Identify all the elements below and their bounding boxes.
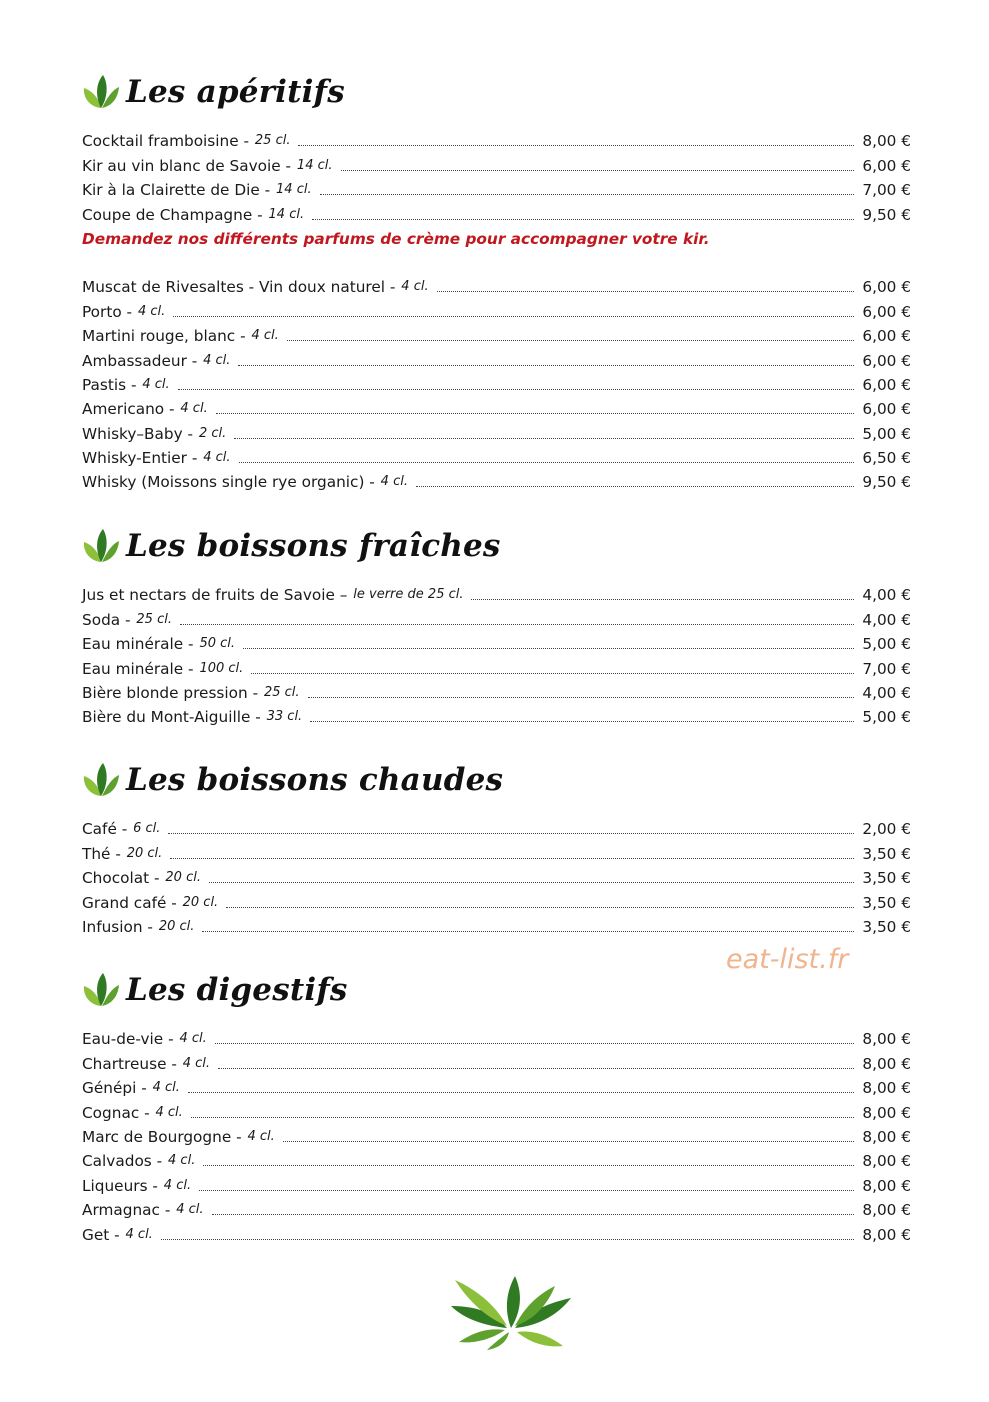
price: 8,00 €: [862, 1054, 911, 1073]
leaf-icon: [82, 762, 120, 798]
price: 8,00 €: [862, 1176, 911, 1195]
price: 6,00 €: [862, 351, 911, 370]
watermark-text: eat-list.fr: [726, 944, 849, 975]
price: 4,00 €: [862, 586, 911, 605]
price: 7,00 €: [862, 659, 911, 678]
menu-item: Cognac - 4 cl. 8,00 €: [82, 1103, 911, 1122]
section-title: [82, 526, 911, 566]
section-title: [82, 970, 911, 1010]
price: 8,00 €: [862, 132, 911, 151]
price: 8,00 €: [862, 1030, 911, 1049]
section-boissons-chaudes: [82, 760, 911, 936]
menu-item: Muscat de Rivesaltes - Vin doux naturel - 4 cl. 6,00 €: [82, 278, 911, 297]
menu-item: Whisky (Moissons single rye organic) - 4 cl. 9,50 €: [82, 473, 911, 492]
price: 9,50 €: [862, 205, 911, 224]
menu-item: Marc de Bourgogne - 4 cl. 8,00 €: [82, 1127, 911, 1146]
price: 8,00 €: [862, 1152, 911, 1171]
menu-item: Bière du Mont-Aiguille - 33 cl. 5,00 €: [82, 708, 911, 727]
section-boissons-fraiches: [82, 526, 911, 726]
section-aperitifs: [82, 72, 911, 491]
menu-item: Eau-de-vie - 4 cl. 8,00 €: [82, 1030, 911, 1049]
price: 6,00 €: [862, 302, 911, 321]
menu-item: Bière blonde pression - 25 cl. 4,00 €: [82, 683, 911, 702]
price: 5,00 €: [862, 424, 911, 443]
menu-item: Whisky–Baby - 2 cl. 5,00 €: [82, 424, 911, 443]
price: 5,00 €: [862, 635, 911, 654]
price: 6,00 €: [862, 327, 911, 346]
leaf-icon: [82, 528, 120, 564]
menu-item: Whisky-Entier - 4 cl. 6,50 €: [82, 449, 911, 468]
menu-item: Liqueurs - 4 cl. 8,00 €: [82, 1176, 911, 1195]
price: 8,00 €: [862, 1225, 911, 1244]
menu-item: Eau minérale - 100 cl. 7,00 €: [82, 659, 911, 678]
menu-item: Pastis - 4 cl. 6,00 €: [82, 375, 911, 394]
leaf-icon: [82, 972, 120, 1008]
menu-item: Kir au vin blanc de Savoie - 14 cl. 6,00 €: [82, 156, 911, 175]
price: 6,00 €: [862, 375, 911, 394]
price: 5,00 €: [862, 708, 911, 727]
menu-item: Thé - 20 cl. 3,50 €: [82, 844, 911, 863]
menu-item: Ambassadeur - 4 cl. 6,00 €: [82, 351, 911, 370]
menu-item: Café - 6 cl. 2,00 €: [82, 820, 911, 839]
price: 8,00 €: [862, 1079, 911, 1098]
price: 9,50 €: [862, 473, 911, 492]
section-title: [82, 72, 911, 112]
menu-item: Americano - 4 cl. 6,00 €: [82, 400, 911, 419]
menu-item: Calvados - 4 cl. 8,00 €: [82, 1152, 911, 1171]
section-title: [82, 760, 911, 800]
menu-item: Génépi - 4 cl. 8,00 €: [82, 1079, 911, 1098]
section-title-text: Les digestifs: [126, 972, 348, 1008]
price: 6,00 €: [862, 278, 911, 297]
section-title-text: Les boissons chaudes: [126, 762, 504, 798]
price: 8,00 €: [862, 1201, 911, 1220]
menu-item: Get - 4 cl. 8,00 €: [82, 1225, 911, 1244]
menu-item: Martini rouge, blanc - 4 cl. 6,00 €: [82, 327, 911, 346]
menu-item: Jus et nectars de fruits de Savoie – le verre de 25 cl. 4,00 €: [82, 586, 911, 605]
price: 4,00 €: [862, 683, 911, 702]
leaf-icon: [82, 74, 120, 110]
price: 6,50 €: [862, 449, 911, 468]
section-digestifs: [82, 970, 911, 1244]
menu-item: Porto - 4 cl. 6,00 €: [82, 302, 911, 321]
price: 2,00 €: [862, 820, 911, 839]
menu-item: Chocolat - 20 cl. 3,50 €: [82, 869, 911, 888]
menu-item: Coupe de Champagne - 14 cl. 9,50 €: [82, 205, 911, 224]
menu-item: Armagnac - 4 cl. 8,00 €: [82, 1201, 911, 1220]
price: 3,50 €: [862, 844, 911, 863]
leaves-logo-icon: [445, 1268, 575, 1350]
menu-item: Cocktail framboisine - 25 cl. 8,00 €: [82, 132, 911, 151]
section-title-text: Les apéritifs: [126, 74, 345, 110]
price: 7,00 €: [862, 181, 911, 200]
price: 8,00 €: [862, 1103, 911, 1122]
menu-item: Soda - 25 cl. 4,00 €: [82, 610, 911, 629]
menu-item: Grand café - 20 cl. 3,50 €: [82, 893, 911, 912]
price: 3,50 €: [862, 869, 911, 888]
menu-item: Eau minérale - 50 cl. 5,00 €: [82, 635, 911, 654]
price: 3,50 €: [862, 893, 911, 912]
section-title-text: Les boissons fraîches: [126, 528, 501, 564]
kir-note: Demandez nos différents parfums de crème pour accompagner votre kir.: [82, 229, 710, 248]
price: 4,00 €: [862, 610, 911, 629]
price: 6,00 €: [862, 156, 911, 175]
price: 6,00 €: [862, 400, 911, 419]
price: 3,50 €: [862, 917, 911, 936]
menu-item: Infusion - 20 cl. 3,50 €: [82, 917, 911, 936]
menu-item: Chartreuse - 4 cl. 8,00 €: [82, 1054, 911, 1073]
menu-item: Kir à la Clairette de Die - 14 cl. 7,00 €: [82, 181, 911, 200]
price: 8,00 €: [862, 1127, 911, 1146]
